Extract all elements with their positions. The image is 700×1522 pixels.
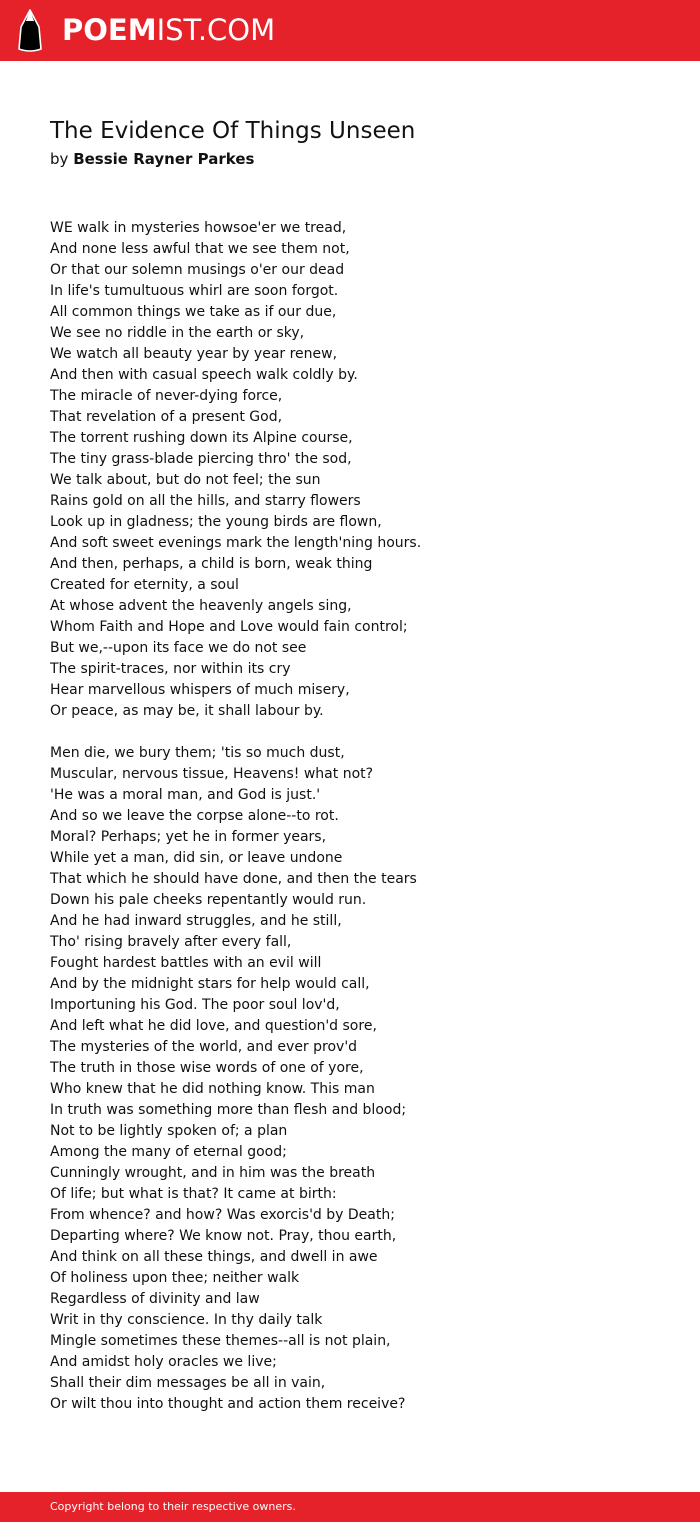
copyright-text: Copyright belong to their respective owners.: [50, 1500, 296, 1513]
site-footer: [0, 1492, 700, 1522]
poem-line: The torrent rushing down its Alpine course,: [50, 430, 353, 446]
site-brand-link[interactable]: [62, 12, 275, 48]
poem-line: And then with casual speech walk coldly by.: [50, 367, 358, 383]
poem-line: But we,--upon its face we do not see: [50, 640, 307, 656]
poem-stanza: [50, 218, 670, 722]
poem-line: Or peace, as may be, it shall labour by.: [50, 703, 324, 719]
poem-line: Or wilt thou into thought and action them receive?: [50, 1396, 406, 1412]
poem-line: And so we leave the corpse alone--to rot.: [50, 808, 339, 824]
poem-line: And soft sweet evenings mark the length'ning hours.: [50, 535, 422, 551]
poem-line: The spirit-traces, nor within its cry: [50, 661, 291, 677]
poem-title: The Evidence Of Things Unseen: [50, 118, 416, 144]
poem-stanza: [50, 743, 670, 1415]
poem-line: Down his pale cheeks repentantly would run.: [50, 892, 367, 908]
poem-line: All common things we take as if our due,: [50, 304, 337, 320]
author-link[interactable]: Bessie Rayner Parkes: [73, 150, 255, 168]
poem-line: The tiny grass-blade piercing thro' the sod,: [50, 451, 352, 467]
poem-line: Writ in thy conscience. In thy daily talk: [50, 1312, 323, 1328]
poem-line: Regardless of divinity and law: [50, 1291, 260, 1307]
poem-line: Whom Faith and Hope and Love would fain control;: [50, 619, 408, 635]
poem-line: While yet a man, did sin, or leave undone: [50, 850, 343, 866]
poem-line: We see no riddle in the earth or sky,: [50, 325, 305, 341]
poem-line: From whence? and how? Was exorcis'd by Death;: [50, 1207, 395, 1223]
poem-line: 'He was a moral man, and God is just.': [50, 787, 321, 803]
poem-line: WE walk in mysteries howsoe'er we tread,: [50, 220, 347, 236]
byline: [50, 148, 254, 170]
poem-line: Men die, we bury them; 'tis so much dust,: [50, 745, 345, 761]
brand-rest: IST.COM: [156, 13, 276, 47]
poem-line: Of life; but what is that? It came at birth:: [50, 1186, 337, 1202]
poem-line: Mingle sometimes these themes--all is not plain,: [50, 1333, 391, 1349]
poem-line: And then, perhaps, a child is born, weak thing: [50, 556, 373, 572]
poem-line: Not to be lightly spoken of; a plan: [50, 1123, 288, 1139]
poem-line: The truth in those wise words of one of yore,: [50, 1060, 364, 1076]
poem-line: And amidst holy oracles we live;: [50, 1354, 277, 1370]
poem-line: Fought hardest battles with an evil will: [50, 955, 322, 971]
byline-prefix: by: [50, 150, 69, 168]
poem-line: The mysteries of the world, and ever prov'd: [50, 1039, 358, 1055]
poem-line: Hear marvellous whispers of much misery,: [50, 682, 350, 698]
poem-line: And by the midnight stars for help would call,: [50, 976, 370, 992]
poem-line: Departing where? We know not. Pray, thou earth,: [50, 1228, 397, 1244]
poem-line: Who knew that he did nothing know. This man: [50, 1081, 375, 1097]
poem-line: Created for eternity, a soul: [50, 577, 239, 593]
poem-line: We talk about, but do not feel; the sun: [50, 472, 321, 488]
poem-line: Rains gold on all the hills, and starry flowers: [50, 493, 361, 509]
poem-line: Shall their dim messages be all in vain,: [50, 1375, 326, 1391]
poem-line: Moral? Perhaps; yet he in former years,: [50, 829, 327, 845]
poem-line: Look up in gladness; the young birds are flown,: [50, 514, 382, 530]
poem-line: Among the many of eternal good;: [50, 1144, 287, 1160]
poem-line: Muscular, nervous tissue, Heavens! what not?: [50, 766, 374, 782]
poem-line: And none less awful that we see them not,: [50, 241, 350, 257]
poem-line: We watch all beauty year by year renew,: [50, 346, 338, 362]
poem-line: In truth was something more than flesh and blood;: [50, 1102, 407, 1118]
poem-line: At whose advent the heavenly angels sing,: [50, 598, 352, 614]
poem-line: That which he should have done, and then the tears: [50, 871, 417, 887]
poem-line: In life's tumultuous whirl are soon forgot.: [50, 283, 339, 299]
site-header: [0, 0, 700, 61]
poem-line: Tho' rising bravely after every fall,: [50, 934, 292, 950]
poem-line: And left what he did love, and question'd sore,: [50, 1018, 377, 1034]
brand-bold: POEM: [62, 13, 157, 47]
poem-line: And think on all these things, and dwell in awe: [50, 1249, 378, 1265]
poem-line: Or that our solemn musings o'er our dead: [50, 262, 345, 278]
poem-body: [50, 218, 670, 1436]
poem-line: Importuning his God. The poor soul lov'd,: [50, 997, 340, 1013]
poem-line: The miracle of never-dying force,: [50, 388, 283, 404]
poem-line: That revelation of a present God,: [50, 409, 283, 425]
poem-line: Cunningly wrought, and in him was the breath: [50, 1165, 376, 1181]
pencil-tip-icon[interactable]: [17, 9, 43, 52]
poem-line: And he had inward struggles, and he still,: [50, 913, 342, 929]
poem-line: Of holiness upon thee; neither walk: [50, 1270, 300, 1286]
